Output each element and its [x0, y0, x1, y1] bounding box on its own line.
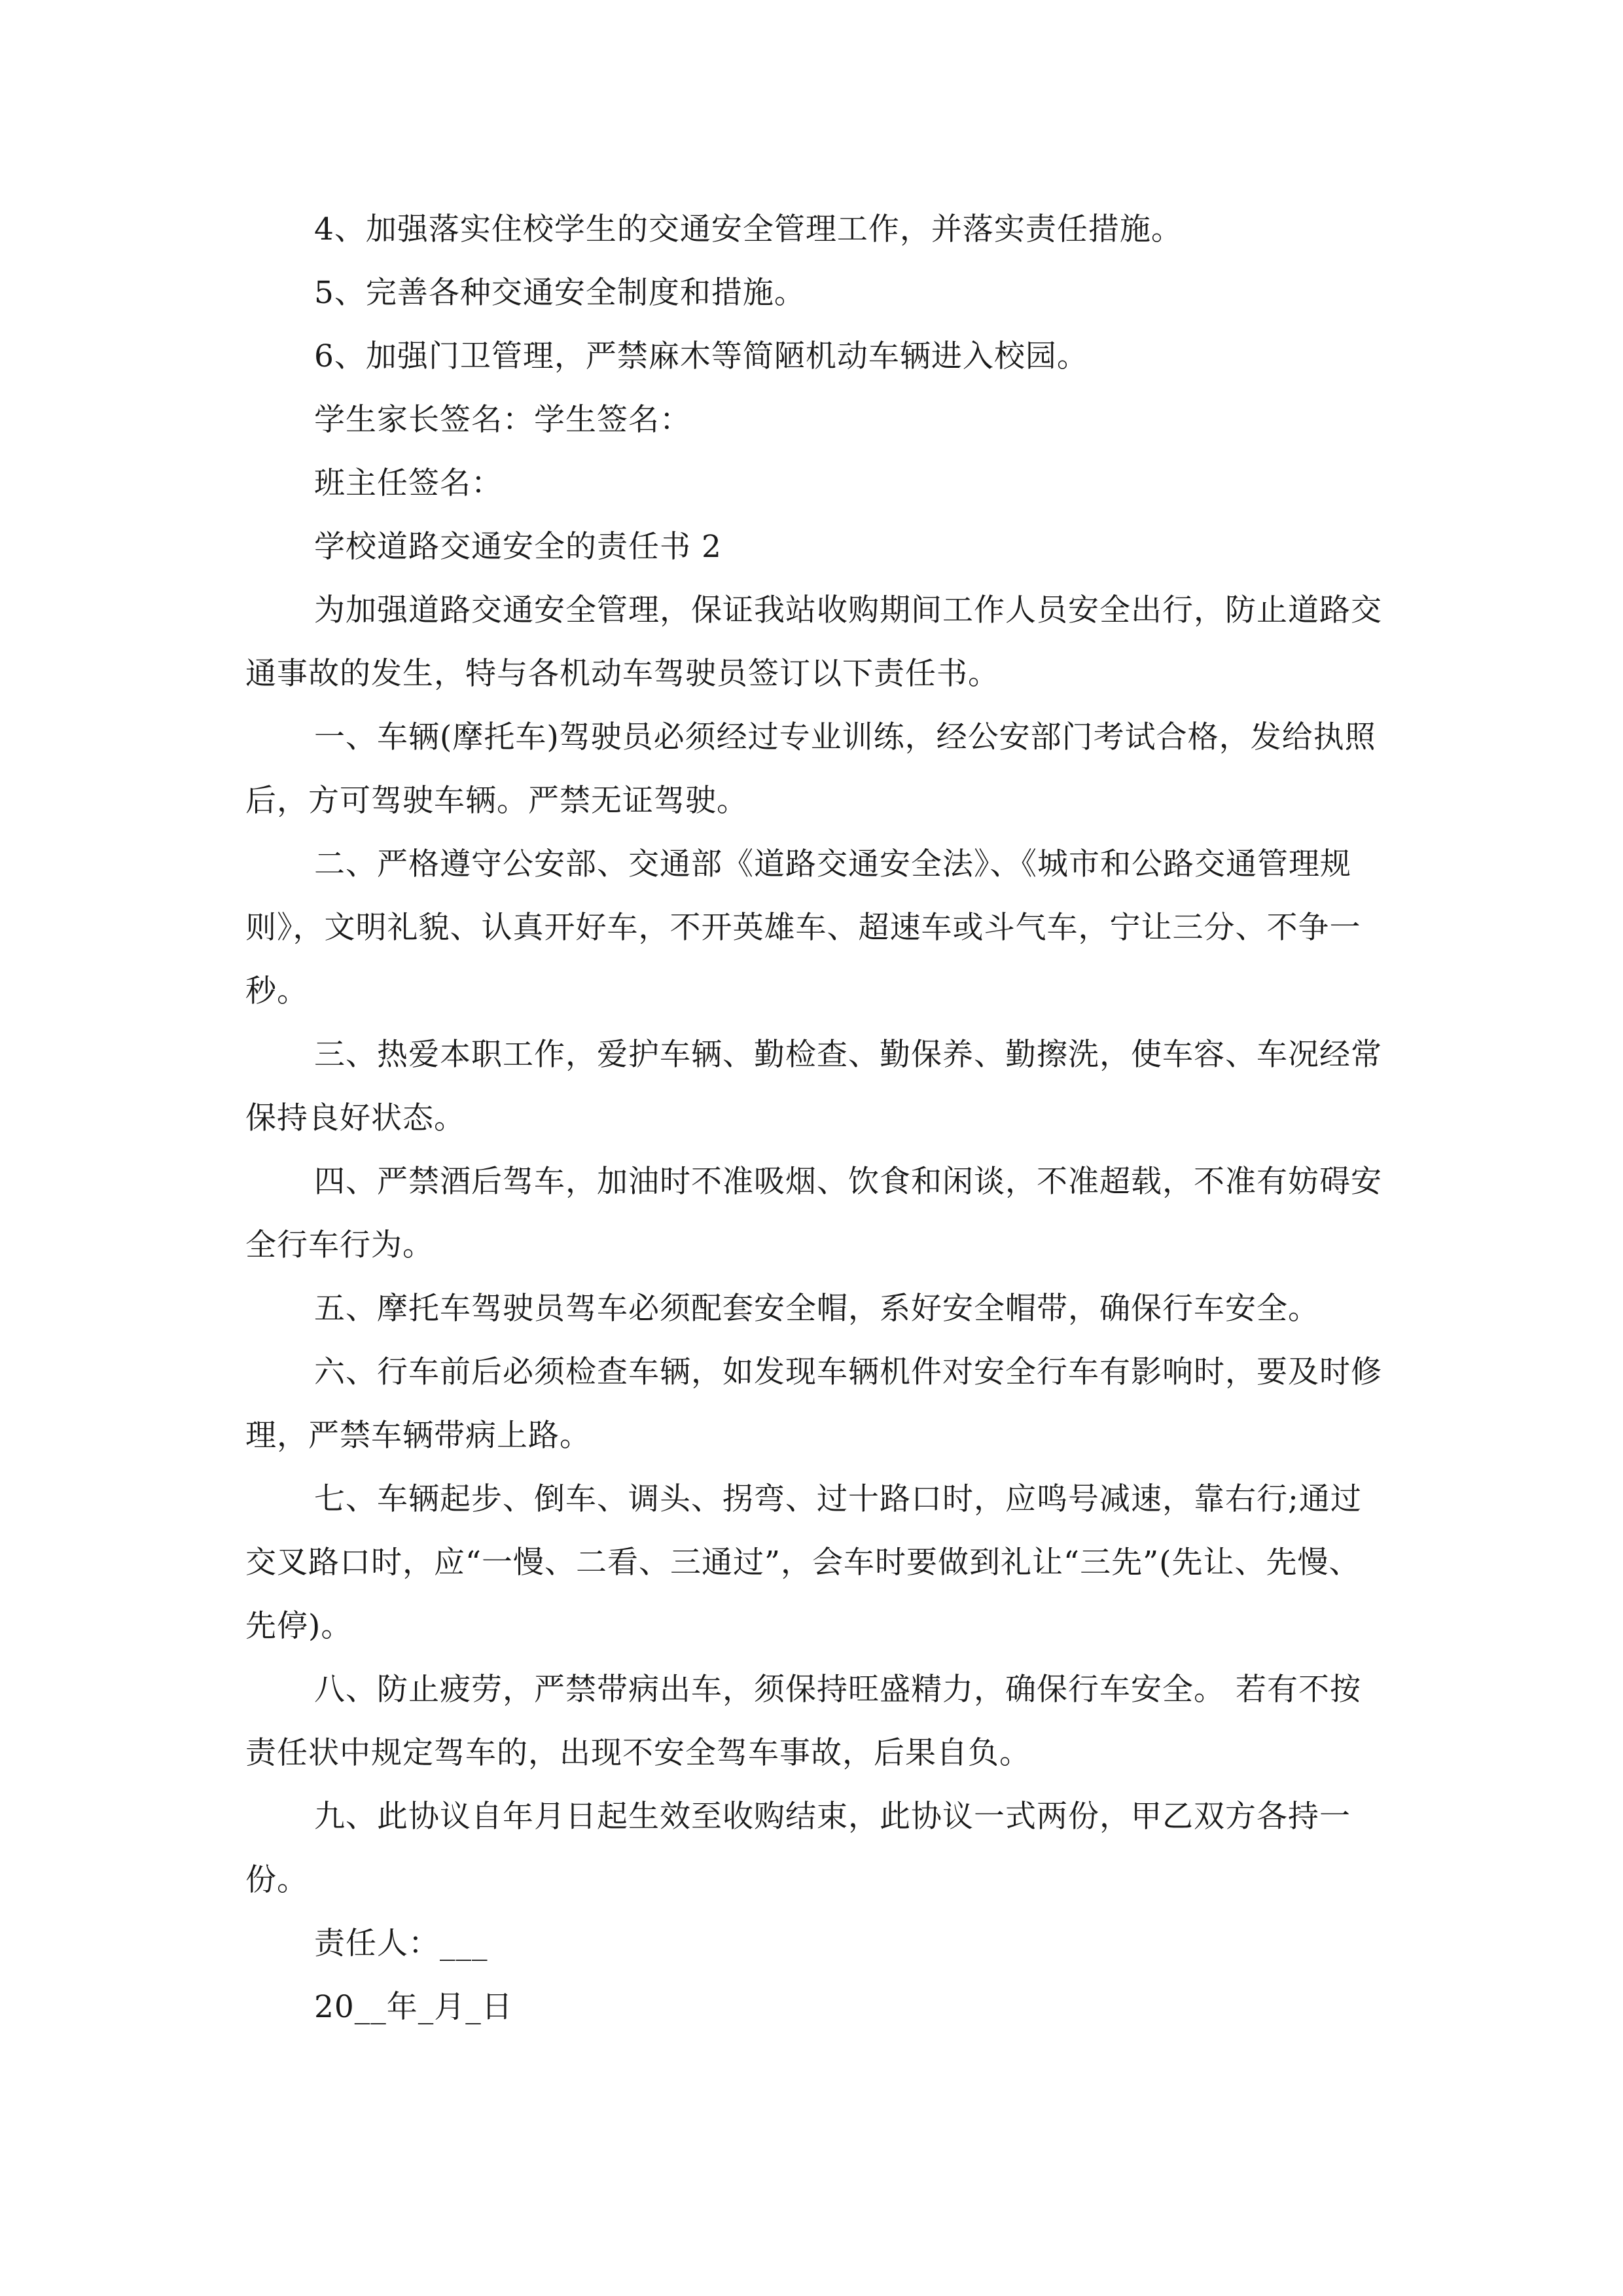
clause-2: 二、严格遵守公安部、交通部《道路交通安全法》、《城市和公路交通管理规则》，文明礼貌、认真开好车，不开英雄车、超速车或斗气车，宁让三分、不争一秒。 — [245, 846, 1361, 1009]
responsible-person: 责任人：___ — [314, 1926, 488, 1962]
clause-3: 三、热爱本职工作，爱护车辆、勤检查、勤保养、勤擦洗，使车容、车况经常保持良好状态。 — [245, 1037, 1382, 1136]
document-body — [245, 198, 1384, 2039]
clause-5: 五、摩托车驾驶员驾车必须配套安全帽，系好安全帽带，确保行车安全。 — [314, 1291, 1319, 1327]
clause-7: 七、车辆起步、倒车、调头、拐弯、过十路口时，应鸣号减速，靠右行;通过交叉路口时，应“一慢、二看、三通过”，会车时要做到礼让“三先”(先让、先慢、先停)。 — [245, 1481, 1362, 1644]
section-title: 学校道路交通安全的责任书 2 — [314, 529, 722, 565]
clause-1: 一、车辆(摩托车)驾驶员必须经过专业训练，经公安部门考试合格，发给执照后，方可驾驶车辆。严禁无证驾驶。 — [245, 719, 1376, 819]
list-item: 6、加强门卫管理，严禁麻木等简陋机动车辆进入校园。 — [314, 338, 1088, 374]
date-line: 20__年_月_日 — [314, 1989, 513, 2025]
intro-paragraph: 为加强道路交通安全管理，保证我站收购期间工作人员安全出行，防止道路交通事故的发生，特与各机动车驾驶员签订以下责任书。 — [245, 592, 1382, 692]
clause-9: 九、此协议自年月日起生效至收购结束，此协议一式两份，甲乙双方各持一份。 — [245, 1799, 1351, 1898]
signature-teacher: 班主任签名： — [314, 465, 503, 501]
clause-4: 四、严禁酒后驾车，加油时不准吸烟、饮食和闲谈，不准超载，不准有妨碍安全行车行为。 — [245, 1164, 1382, 1263]
clause-8: 八、防止疲劳，严禁带病出车，须保持旺盛精力，确保行车安全。 若有不按责任状中规定驾车的，出现不安全驾车事故，后果自负。 — [245, 1672, 1361, 1771]
clause-6: 六、行车前后必须检查车辆，如发现车辆机件对安全行车有影响时，要及时修理，严禁车辆带病上路。 — [245, 1354, 1382, 1454]
signature-parent-student: 学生家长签名：学生签名： — [314, 402, 691, 438]
list-item: 4、加强落实住校学生的交通安全管理工作，并落实责任措施。 — [314, 211, 1183, 247]
list-item: 5、完善各种交通安全制度和措施。 — [314, 275, 806, 311]
